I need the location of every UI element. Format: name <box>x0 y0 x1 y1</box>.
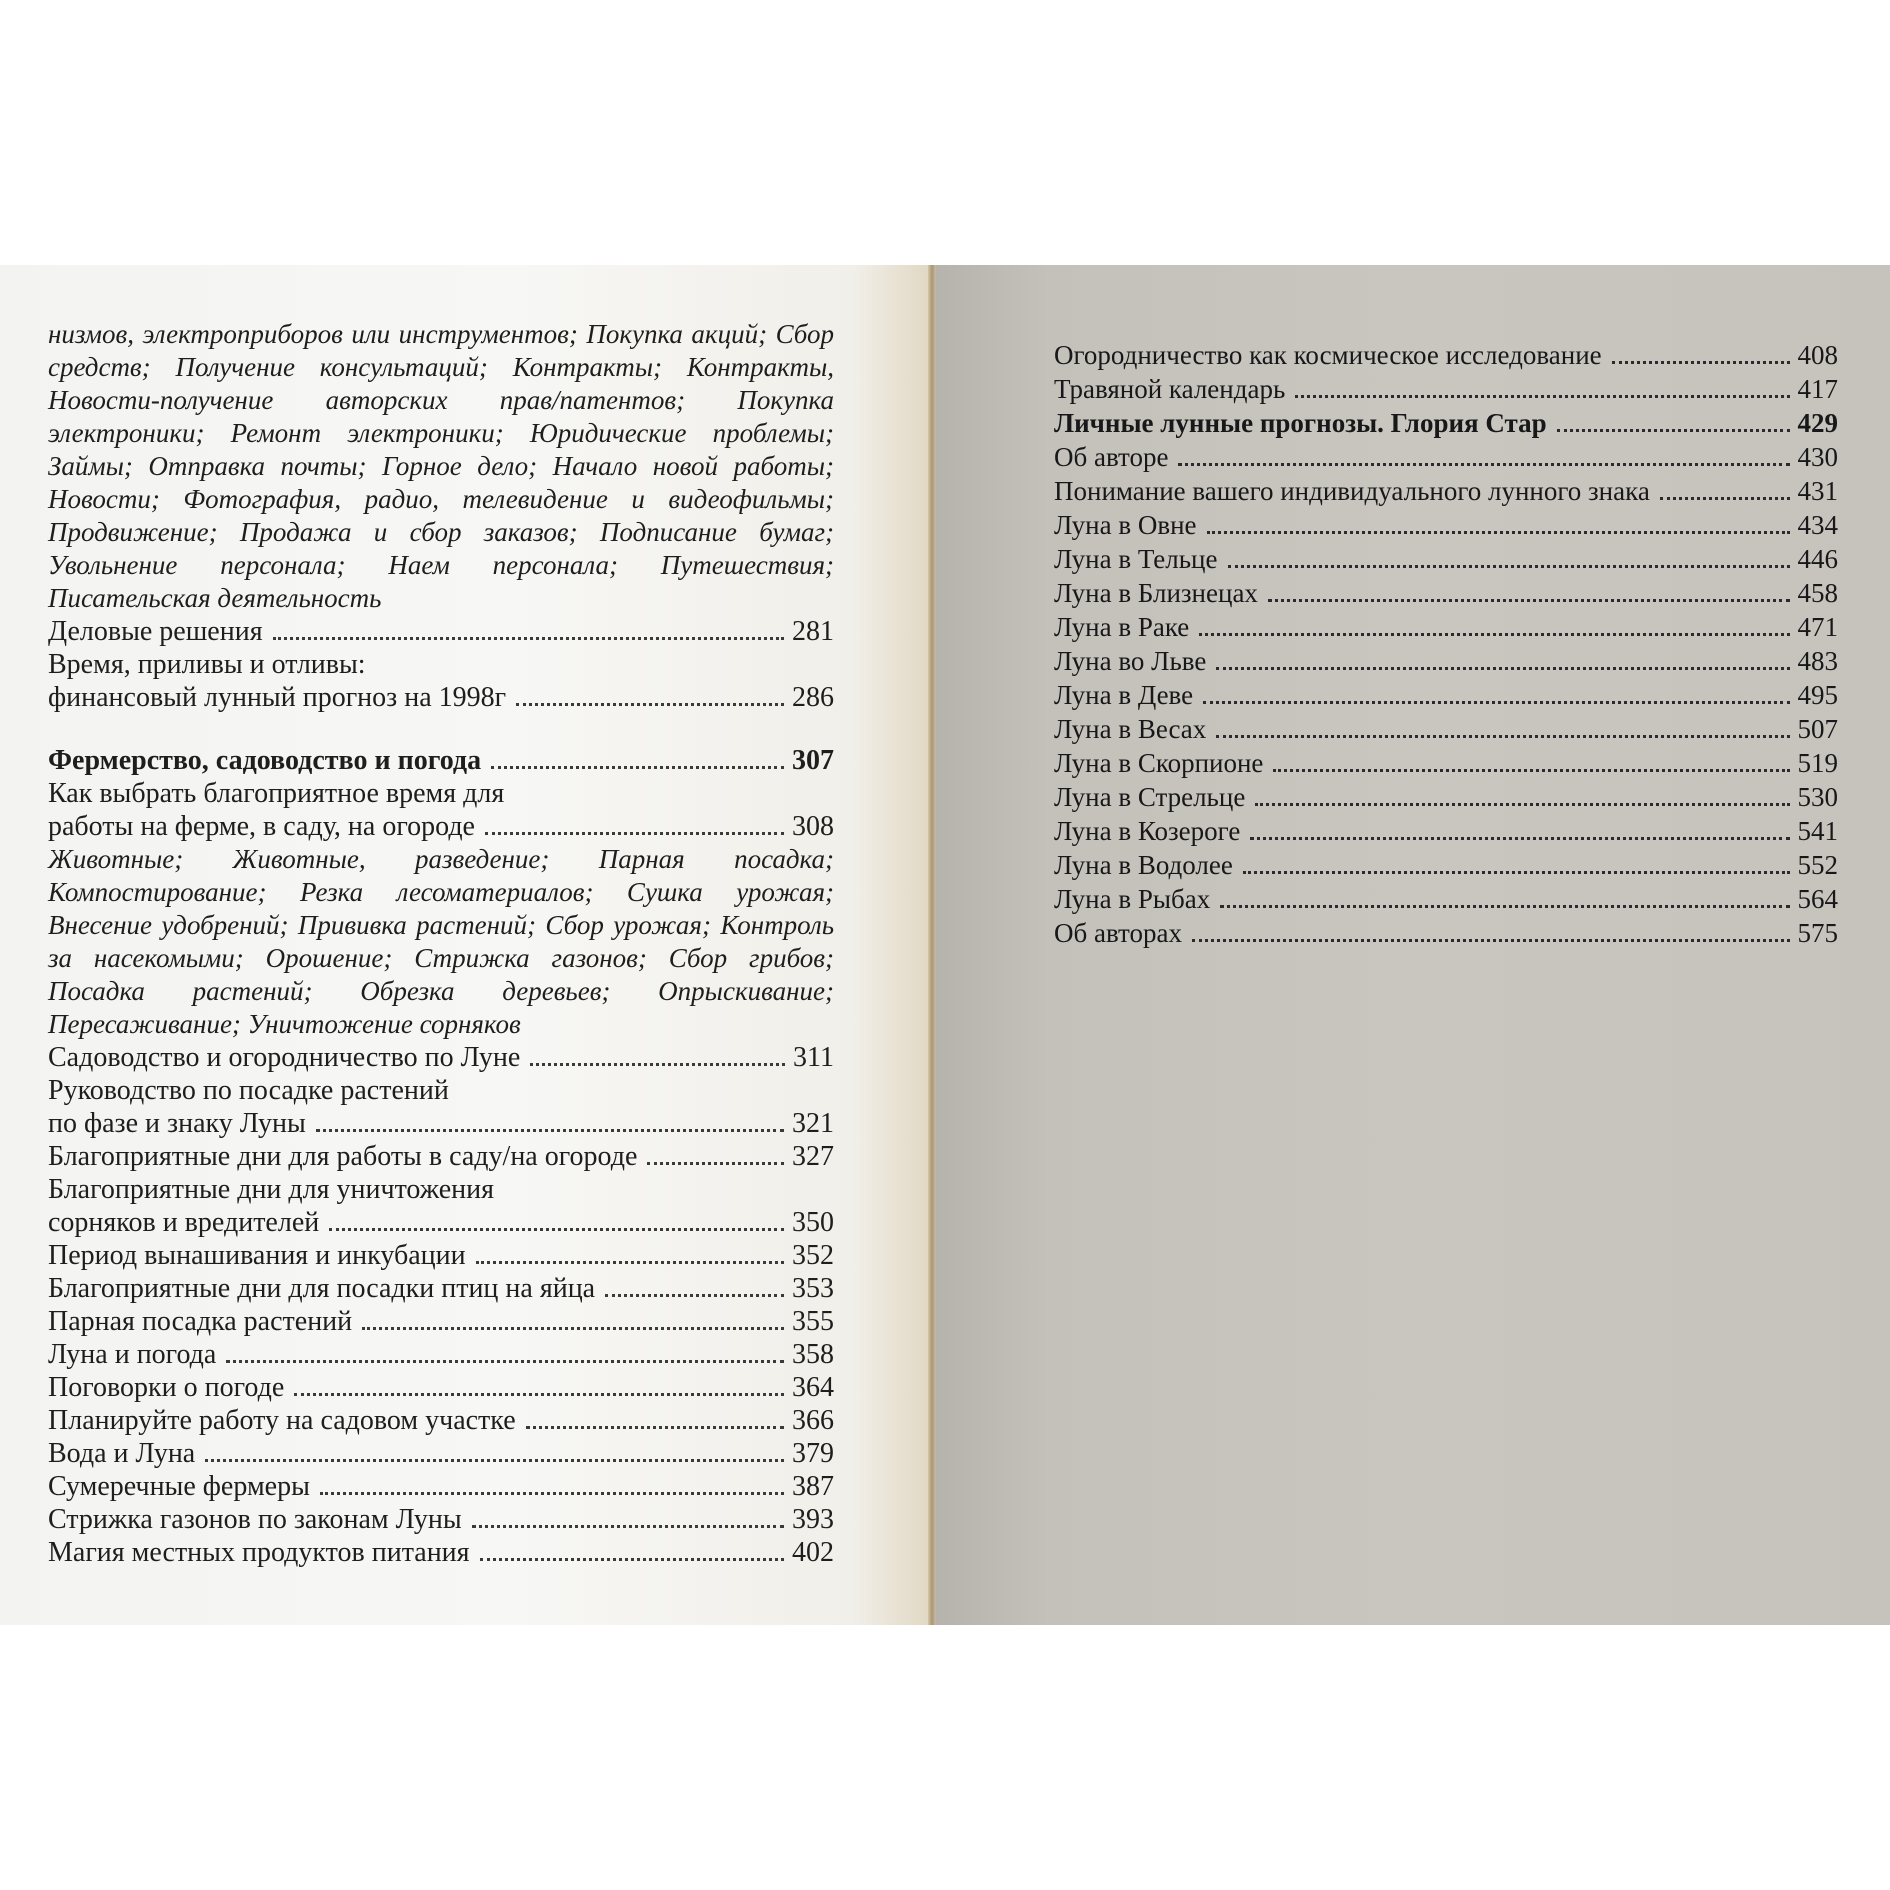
toc-entry-page: 308 <box>792 811 834 842</box>
right-toc-column <box>1054 338 1838 950</box>
toc-entry-title: Огородничество как космическое исследование <box>1054 340 1602 370</box>
toc-entry-title: Луна в Водолее <box>1054 850 1233 880</box>
toc-leader-dots <box>1255 803 1789 806</box>
toc-entry-list <box>48 1239 834 1569</box>
toc-entry-page: 564 <box>1797 884 1838 914</box>
toc-entry-page: 483 <box>1797 646 1838 676</box>
toc-leader-dots <box>1557 429 1790 432</box>
toc-leader-dots <box>476 1261 784 1264</box>
toc-entry-title: Луна в Рыбах <box>1054 884 1211 914</box>
toc-leader-dots <box>320 1492 784 1495</box>
toc-entry-title: Об авторе <box>1054 442 1169 472</box>
toc-entry-title: Луна в Тельце <box>1054 544 1218 574</box>
toc-entry-title: Об авторах <box>1054 918 1182 948</box>
toc-entry-title: сорняков и вредителей <box>48 1207 320 1238</box>
toc-entry-page: 393 <box>792 1504 834 1535</box>
toc-entry-page: 446 <box>1797 544 1838 574</box>
toc-entry <box>1054 610 1838 644</box>
toc-entry <box>48 615 834 648</box>
toc-entry-title-line: Как выбрать благоприятное время для <box>48 778 505 809</box>
toc-entry-title: Луна и погода <box>48 1339 217 1370</box>
toc-entry <box>1054 848 1838 882</box>
toc-entry-title-line: Время, приливы и отливы: <box>48 649 366 680</box>
toc-entry <box>48 1536 834 1569</box>
toc-entry-title: Луна в Деве <box>1054 680 1194 710</box>
toc-entry <box>48 1305 834 1338</box>
toc-entry-page: 321 <box>792 1108 834 1139</box>
toc-entry <box>48 1404 834 1437</box>
toc-entry <box>1054 712 1838 746</box>
toc-entry-title-line: Благоприятные дни для уничтожения <box>48 1174 494 1205</box>
toc-entry <box>1054 814 1838 848</box>
toc-entry-title: Период вынашивания и инкубации <box>48 1240 466 1271</box>
toc-entry <box>48 810 834 843</box>
toc-entry-page: 311 <box>793 1042 834 1073</box>
toc-entry <box>1054 644 1838 678</box>
toc-entry-title-line: Руководство по посадке растений <box>48 1075 449 1106</box>
toc-entry-page: 429 <box>1797 408 1838 438</box>
toc-entry <box>48 1041 834 1074</box>
left-toc-column <box>48 318 834 1569</box>
toc-entry-title: Благоприятные дни для работы в саду/на огороде <box>48 1141 638 1172</box>
toc-entry-page: 286 <box>792 682 834 713</box>
toc-entry-page: 507 <box>1797 714 1838 744</box>
toc-leader-dots <box>226 1360 784 1363</box>
toc-leader-dots <box>1268 599 1790 602</box>
toc-entry-page: 281 <box>792 616 834 647</box>
toc-leader-dots <box>472 1525 784 1528</box>
toc-entry-title: Магия местных продуктов питания <box>48 1537 470 1568</box>
toc-entry <box>48 1503 834 1536</box>
toc-section-heading <box>48 744 834 777</box>
toc-entry-title: Луна в Скорпионе <box>1054 748 1264 778</box>
toc-leader-dots <box>1612 361 1790 364</box>
toc-leader-dots <box>605 1294 784 1297</box>
toc-section-title: Фермерство, садоводство и погода <box>48 745 482 776</box>
toc-entry-title: Луна в Овне <box>1054 510 1197 540</box>
toc-entry-title: Личные лунные прогнозы. Глория Стар <box>1054 408 1547 438</box>
toc-leader-dots <box>1216 735 1789 738</box>
toc-entry-title: по фазе и знаку Луны <box>48 1108 306 1139</box>
toc-entry-title: Стрижка газонов по законам Луны <box>48 1504 462 1535</box>
toc-entry-title: Сумеречные фермеры <box>48 1471 310 1502</box>
toc-entry <box>1054 474 1838 508</box>
toc-leader-dots <box>205 1459 784 1462</box>
toc-leader-dots <box>526 1426 784 1429</box>
toc-entry-page: 575 <box>1797 918 1838 948</box>
toc-entry-page: 366 <box>792 1405 834 1436</box>
toc-entry-page: 434 <box>1797 510 1838 540</box>
toc-leader-dots <box>329 1228 784 1231</box>
toc-leader-dots <box>1203 701 1789 704</box>
toc-entry-title: Луна в Весах <box>1054 714 1207 744</box>
toc-entry <box>1054 440 1838 474</box>
toc-entry <box>1054 372 1838 406</box>
toc-entry-title: Травяной календарь <box>1054 374 1286 404</box>
toc-entry <box>48 1371 834 1404</box>
toc-entry-title: Парная посадка растений <box>48 1306 353 1337</box>
toc-entry-page: 327 <box>792 1141 834 1172</box>
toc-entry-page: 431 <box>1797 476 1838 506</box>
toc-subtopics-paragraph: низмов, электроприборов или инструментов; Покупка акций; Сбор средств; Получение консультаций; Контракты; Контракты, Новости-получение авторских прав/патентов; Покупка электроники; Ремонт электроники; Юридические проблемы; Займы; Отправка почты; Горное дело; Начало новой работы; Новости; Фотография, радио, телевидение и видеофильмы; Продвижение; Продажа и сбор заказов; Подписание бумаг; Увольнение персонала; Наем персонала; Путешествия; Писательская деятельность <box>48 319 834 613</box>
toc-entry-title: Вода и Луна <box>48 1438 196 1469</box>
toc-entry-page: 471 <box>1797 612 1838 642</box>
toc-entry-page: 353 <box>792 1273 834 1304</box>
toc-entry <box>48 1437 834 1470</box>
toc-entry-page: 402 <box>792 1537 834 1568</box>
toc-leader-dots <box>294 1393 784 1396</box>
toc-entry-page: 541 <box>1797 816 1838 846</box>
toc-leader-dots <box>1216 667 1789 670</box>
toc-leader-dots <box>362 1327 784 1330</box>
toc-entry <box>48 1107 834 1140</box>
toc-entry-title: работы на ферме, в саду, на огороде <box>48 811 475 842</box>
toc-entry <box>1054 780 1838 814</box>
toc-entry-page: 352 <box>792 1240 834 1271</box>
toc-entry <box>48 1272 834 1305</box>
toc-entry <box>1054 882 1838 916</box>
toc-leader-dots <box>316 1129 784 1132</box>
toc-leader-dots <box>1273 769 1789 772</box>
toc-entry <box>48 1470 834 1503</box>
toc-entry-page: 364 <box>792 1372 834 1403</box>
toc-entry <box>1054 746 1838 780</box>
toc-entry-title: Понимание вашего индивидуального лунного знака <box>1054 476 1650 506</box>
toc-leader-dots <box>530 1063 785 1066</box>
toc-subtopics-paragraph: Животные; Животные, разведение; Парная посадка; Компостирование; Резка лесоматериалов; Сушка урожая; Внесение удобрений; Прививка растений; Сбор урожая; Контроль за насекомыми; Орошение; Стрижка газонов; Сбор грибов; Посадка растений; Обрезка деревьев; Опрыскивание; Пересаживание; Уничтожение сорняков <box>48 844 834 1039</box>
book-gutter <box>928 265 936 1625</box>
toc-entry <box>1054 678 1838 712</box>
toc-section-heading <box>1054 406 1838 440</box>
toc-entry-title: Луна в Близнецах <box>1054 578 1258 608</box>
toc-leader-dots <box>1243 871 1790 874</box>
section-spacer <box>48 714 834 744</box>
toc-leader-dots <box>1228 565 1790 568</box>
toc-leader-dots <box>1199 633 1789 636</box>
toc-leader-dots <box>1660 497 1790 500</box>
toc-entry <box>48 1239 834 1272</box>
toc-entry-page: 379 <box>792 1438 834 1469</box>
toc-entry-page: 530 <box>1797 782 1838 812</box>
toc-entry-page: 350 <box>792 1207 834 1238</box>
toc-leader-dots <box>516 703 784 706</box>
toc-entry <box>48 681 834 714</box>
toc-entry-page: 387 <box>792 1471 834 1502</box>
toc-leader-dots <box>491 766 784 769</box>
toc-entry <box>48 1140 834 1173</box>
toc-entry-title: Луна в Стрельце <box>1054 782 1246 812</box>
toc-entry-title: Поговорки о погоде <box>48 1372 285 1403</box>
toc-entry-page: 417 <box>1797 374 1838 404</box>
toc-leader-dots <box>1192 939 1790 942</box>
toc-entry-list <box>1054 338 1838 950</box>
toc-leader-dots <box>1295 395 1789 398</box>
toc-leader-dots <box>1178 463 1789 466</box>
toc-entry-page: 430 <box>1797 442 1838 472</box>
toc-entry <box>1054 576 1838 610</box>
toc-entry-page: 519 <box>1797 748 1838 778</box>
toc-entry <box>1054 542 1838 576</box>
toc-entry-page: 458 <box>1797 578 1838 608</box>
toc-entry-page: 552 <box>1797 850 1838 880</box>
toc-entry-title: Луна в Козероге <box>1054 816 1241 846</box>
toc-entry <box>1054 508 1838 542</box>
toc-entry-title: Благоприятные дни для посадки птиц на яйца <box>48 1273 596 1304</box>
toc-entry-page: 355 <box>792 1306 834 1337</box>
toc-entry <box>1054 338 1838 372</box>
toc-leader-dots <box>480 1558 784 1561</box>
toc-entry-title: Планируйте работу на садовом участке <box>48 1405 516 1436</box>
toc-entry-page: 408 <box>1797 340 1838 370</box>
toc-section-page: 307 <box>792 745 834 776</box>
toc-entry <box>1054 916 1838 950</box>
toc-leader-dots <box>647 1162 784 1165</box>
toc-entry <box>48 1338 834 1371</box>
toc-entry-title: Садоводство и огородничество по Луне <box>48 1042 521 1073</box>
toc-entry-page: 358 <box>792 1339 834 1370</box>
toc-entry-title: Луна в Раке <box>1054 612 1190 642</box>
toc-entry-title: Деловые решения <box>48 616 263 647</box>
toc-leader-dots <box>1207 531 1790 534</box>
toc-leader-dots <box>273 637 784 640</box>
toc-entry-title: финансовый лунный прогноз на 1998г <box>48 682 507 713</box>
toc-entry-title: Луна во Льве <box>1054 646 1207 676</box>
toc-entry-page: 495 <box>1797 680 1838 710</box>
toc-leader-dots <box>1250 837 1789 840</box>
toc-entry <box>48 1206 834 1239</box>
toc-leader-dots <box>485 832 784 835</box>
toc-leader-dots <box>1220 905 1789 908</box>
